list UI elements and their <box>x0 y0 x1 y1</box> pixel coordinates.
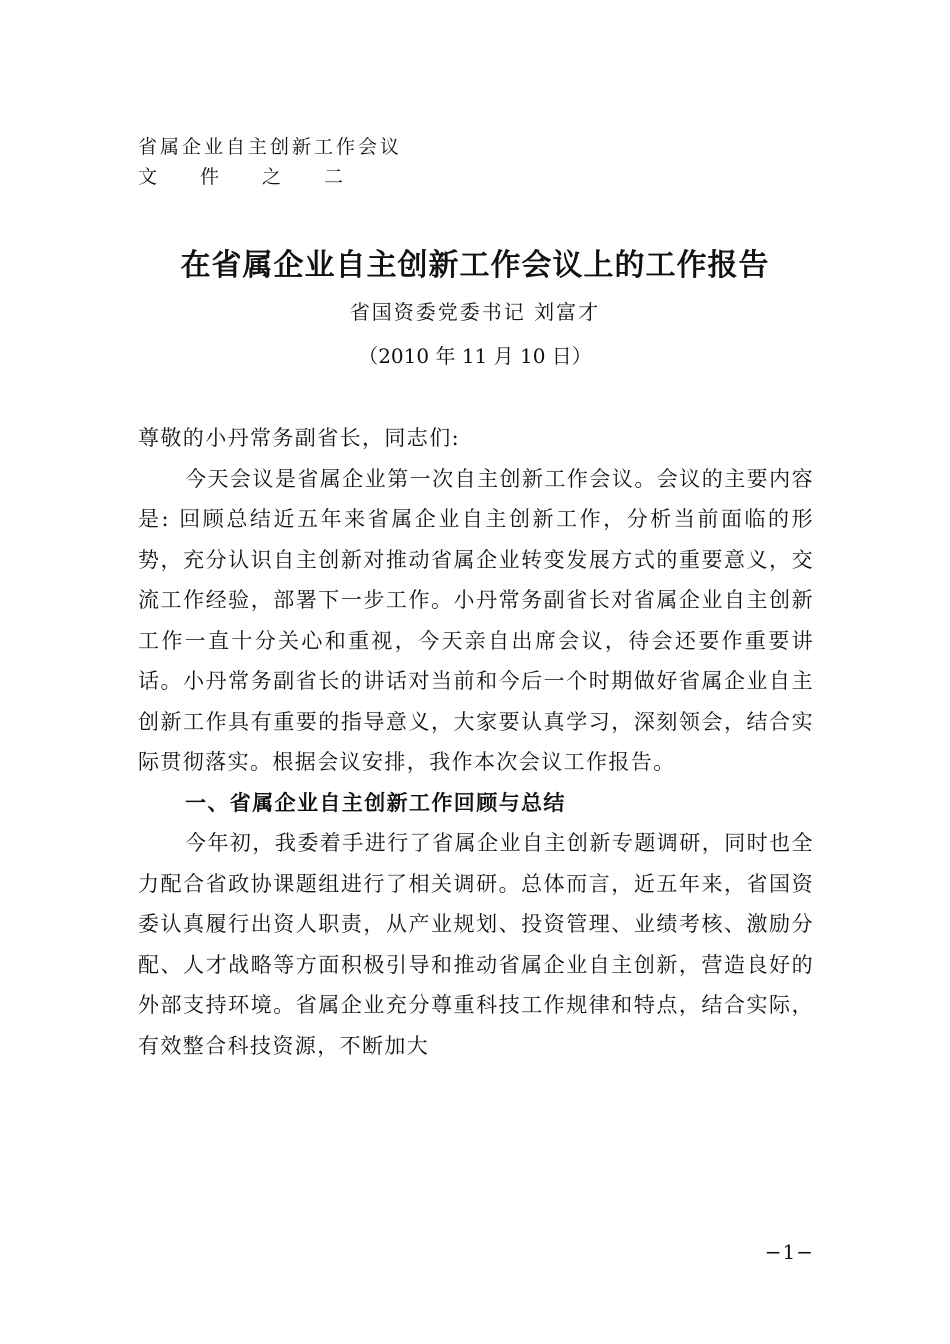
document-author: 省国资委党委书记 刘富才 <box>349 300 601 324</box>
body-paragraph: 今天会议是省属企业第一次自主创新工作会议。会议的主要内容是: 回顾总结近五年来省属企业自主创新工作，分析当前面临的形势，充分认识自主创新对推动省属企业转变发展方式的重要意义，交流工作经验，部署下一步工作。小丹常务副省长对省属企业自主创新工作一直十分关心和重视，今天亲自出席会议，待会还要作重要讲话。小丹常务副省长的讲话对当前和今后一个时期做好省属企业自主创新工作具有重要的指导意义，大家要认真学习，深刻领会，结合实际贯彻落实。根据会议安排，我作本次会议工作报告。 <box>138 466 814 774</box>
file-number-char: 之 <box>262 166 282 188</box>
document-title: 在省属企业自主创新工作会议上的工作报告 <box>180 248 770 283</box>
document-date: （2010 年 11 月 10 日） <box>358 344 592 368</box>
document-header-meeting-name: 省属企业自主创新工作会议 <box>138 136 403 158</box>
document-header-file-number <box>138 162 386 189</box>
body-paragraph: 今年初，我委着手进行了省属企业自主创新专题调研，同时也全力配合省政协课题组进行了相关调研。总体而言，近五年来，省国资委认真履行出资人职责，从产业规划、投资管理、业绩考核、激励分配、人才战略等方面积极引导和推动省属企业自主创新，营造良好的外部支持环境。省属企业充分尊重科技工作规律和特点，结合实际，有效整合科技资源，不断加大 <box>138 831 814 1058</box>
document-body <box>138 418 814 1066</box>
file-number-char: 文 <box>138 166 158 188</box>
file-number-char: 二 <box>324 166 344 188</box>
file-number-char: 件 <box>200 166 220 188</box>
salutation: 尊敬的小丹常务副省长，同志们: <box>138 426 461 450</box>
page-number: −1− <box>764 1240 814 1264</box>
section-heading: 一、省属企业自主创新工作回顾与总结 <box>185 790 566 815</box>
